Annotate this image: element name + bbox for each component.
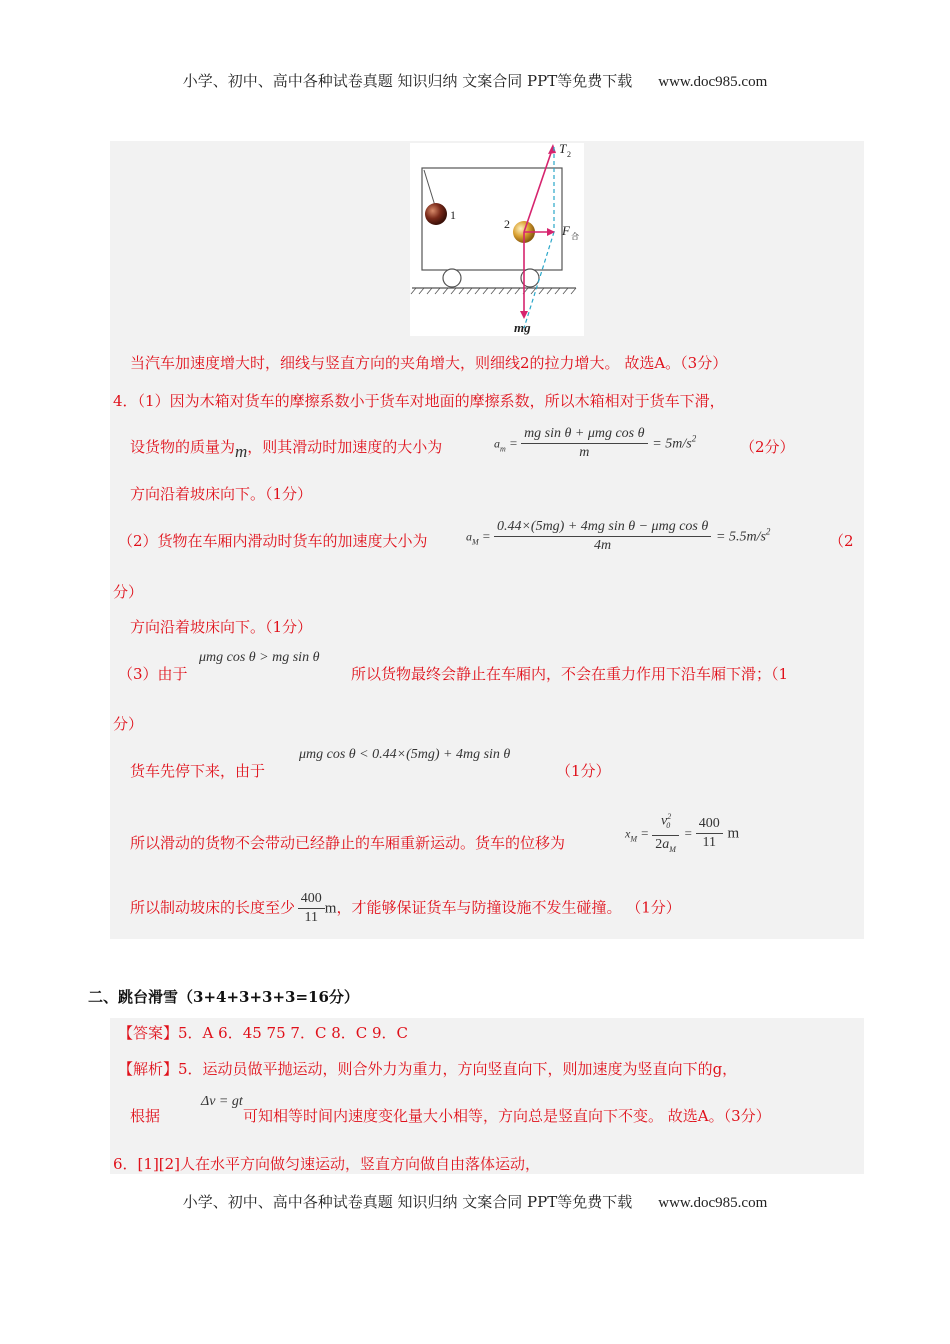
q4-p3: 方向沿着坡床向下。（1分） <box>130 485 313 503</box>
q4-p4-score: （2 <box>829 532 854 550</box>
eq5-numerator-1 <box>652 808 679 836</box>
footer-site: www.doc985.com <box>658 1195 768 1211</box>
tension-label-sub: 2 <box>567 150 571 159</box>
tension-arrow <box>524 147 553 232</box>
eq5-a-sub: M <box>669 845 676 855</box>
header-site: www.doc985.com <box>658 74 768 90</box>
eq5-fraction-1 <box>652 808 679 859</box>
q4-p2-m: m <box>235 442 248 461</box>
ball-1-label: 1 <box>450 208 456 222</box>
answer-text: 5．A 6．45 75 7．C 8．C 9．C <box>178 1024 409 1042</box>
eq5-denominator-2: 11 <box>702 835 716 851</box>
eq2-lhs: a <box>466 529 472 544</box>
q3-conclusion: 当汽车加速度增大时，细线与竖直方向的夹角增大，则细线2的拉力增大。 故选A。（3分） <box>130 354 728 372</box>
analysis-2-after: 可知相等时间内速度变化量大小相等，方向总是竖直向下不变。 故选A。（3分） <box>243 1107 771 1125</box>
gravity-label: mg <box>514 320 531 335</box>
q4-p9-after: ，才能够保证货车与防撞设施不发生碰撞。 （1分） <box>336 898 681 917</box>
ball-1 <box>425 203 447 225</box>
answer-label: 【答案】 <box>118 1024 179 1042</box>
q4-p6-after: 所以货物最终会静止在车厢内，不会在重力作用下沿车厢下滑；（1 <box>351 665 789 683</box>
analysis-label: 【解析】 <box>118 1060 179 1078</box>
q4-p8-before: 所以滑动的货物不会带动已经静止的车厢重新运动。货车的位移为 <box>130 834 566 852</box>
eq1-numerator: mg sin θ + μmg cos θ <box>521 425 647 444</box>
equation-3: μmg cos θ > mg sin θ <box>199 650 320 665</box>
eq2-fraction <box>494 518 711 555</box>
eq2-denominator: 4m <box>594 538 612 553</box>
eq2-rhs-sup: 2 <box>765 526 771 537</box>
q4-line-2 <box>130 436 443 461</box>
equation-1: $a_m$ = $\frac{\text{mg sin θ + μmg cos θ}}{m}$ = $5m/s^2$ <box>494 426 697 460</box>
analysis-line-3: 6．[1][2]人在水平方向做匀速运动，竖直方向做自由落体运动， <box>113 1155 541 1173</box>
footer-text: 小学、初中、高中各种试卷真题 知识归纳 文案合同 PPT等免费下载 <box>182 1193 633 1211</box>
net-force-arrow-head <box>547 228 555 236</box>
q4-line-1 <box>113 390 725 412</box>
page-header <box>0 70 950 91</box>
q4-p5: 方向沿着坡床向下。（1分） <box>130 618 313 636</box>
eq5-numerator-2: 400 <box>696 815 723 834</box>
eq5-lhs: x <box>625 826 631 841</box>
wheel-left <box>443 269 461 287</box>
q4-p6-end: 分） <box>113 715 144 733</box>
eq5-denominator-1: $2a_M$ <box>655 837 676 855</box>
q4-p7-before: 货车先停下来，由于 <box>130 762 266 780</box>
q4-p9-before: 所以制动坡床的长度至少 <box>130 898 296 917</box>
eq5-v: v <box>661 813 668 829</box>
ball-2-label: 2 <box>504 217 510 231</box>
section-2-title: 二、跳台滑雪（3+4+3+3+3=16分） <box>88 988 359 1006</box>
equation-2: $a_M$ = $\frac{\text{0.44×(5mg) + 4mg sin θ − μmg cos θ}}{4m}$ = $5.5m/s^2$ <box>466 519 771 553</box>
eq1-rhs-sup: 2 <box>691 433 697 444</box>
eq2-lhs-sub: M <box>472 537 479 547</box>
eq5-v-sup: 2 <box>667 812 672 821</box>
ground-hatch <box>411 288 576 294</box>
eq6-unit: m <box>324 900 337 917</box>
eq5-v-sub: 0 <box>666 821 671 831</box>
q4-p2-score: （2分） <box>740 438 795 456</box>
net-force-label: F <box>562 223 570 238</box>
eq2-rhs: = 5.5m/s <box>716 529 766 545</box>
analysis-line-1 <box>118 1058 737 1080</box>
eq1-lhs-sub: m <box>500 444 506 454</box>
eq1-fraction <box>521 425 647 462</box>
analysis-text-1: 5．运动员做平抛运动，则合外力为重力，方向竖直向下，则加速度为竖直向下的g， <box>178 1060 738 1078</box>
tension-label: T <box>559 143 567 156</box>
q4-line-9 <box>130 890 681 927</box>
tension-arrow-head <box>548 144 556 154</box>
eq6-fraction <box>298 890 325 927</box>
q4-p2-mid: ，则其滑动时加速度的大小为 <box>247 438 443 456</box>
eq6-denominator: 11 <box>304 910 319 925</box>
eq6-numerator: 400 <box>298 890 325 909</box>
equation-4: μmg cos θ < 0.44×(5mg) + 4mg sin θ <box>299 747 511 762</box>
eq1-denominator: m <box>579 445 590 460</box>
eq2-numerator: 0.44×(5mg) + 4mg sin θ − μmg cos θ <box>494 518 711 537</box>
q4-p4-score-end: 分） <box>113 583 144 601</box>
q4-part1-text: （1）因为木箱对货车的摩擦系数小于货车对地面的摩擦系数，所以木箱相对于货车下滑， <box>137 392 725 410</box>
gravity-arrow-head <box>520 311 528 319</box>
eq1-lhs: a <box>494 436 500 451</box>
answer-line <box>118 1022 408 1044</box>
q4-p7-score: （1分） <box>556 762 611 780</box>
cart-diagram <box>410 143 584 336</box>
q4-number: 4． <box>113 392 138 410</box>
net-force-label-sub: 合 <box>571 232 579 241</box>
physics-figure <box>410 143 584 336</box>
eq5-unit: m <box>727 825 740 842</box>
q4-p2-before: 设货物的质量为 <box>130 438 236 456</box>
analysis-2-before: 根据 <box>130 1107 161 1125</box>
page-footer <box>0 1191 950 1212</box>
eq5-fraction-2 <box>696 815 723 852</box>
equation-5: $x_M$ = $\frac{v^2_0}{2a_M}$ = $\frac{400}{11}$ m <box>625 808 739 859</box>
q4-p4-before: （2）货物在车厢内滑动时货车的加速度大小为 <box>118 532 428 550</box>
q4-p6-before: （3）由于 <box>118 665 188 683</box>
header-text: 小学、初中、高中各种试卷真题 知识归纳 文案合同 PPT等免费下载 <box>182 72 633 90</box>
eq1-rhs: = 5m/s <box>652 436 692 452</box>
equation-7: Δv = gt <box>201 1094 243 1109</box>
eq5-lhs-sub: M <box>630 834 637 844</box>
